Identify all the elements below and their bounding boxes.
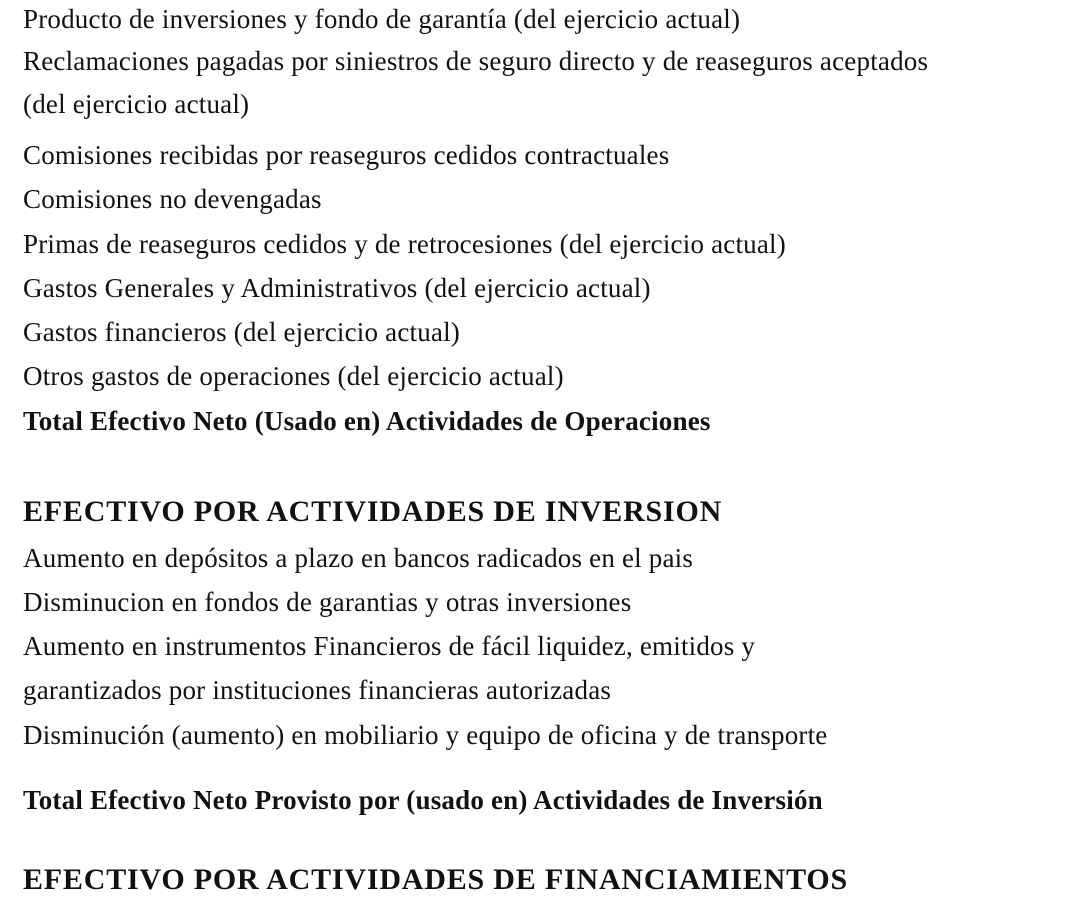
investment-item-furniture-equipment: Disminución (aumento) en mobiliario y equipo de oficina y de transporte [23, 720, 828, 750]
operations-item-claims-paid: Reclamaciones pagadas por siniestros de seguro directo y de reaseguros aceptados [23, 46, 929, 76]
investment-item-financial-instruments-continued: garantizados por instituciones financieras autorizadas [23, 675, 612, 705]
investment-section-heading: EFECTIVO POR ACTIVIDADES DE INVERSION [23, 495, 723, 528]
operations-total: Total Efectivo Neto (Usado en) Actividades de Operaciones [23, 406, 711, 436]
operations-item-general-expenses: Gastos Generales y Administrativos (del ejercicio actual) [23, 273, 651, 303]
operations-item-investment-income: Producto de inversiones y fondo de garantía (del ejercicio actual) [23, 4, 741, 34]
investment-total: Total Efectivo Neto Provisto por (usado en) Actividades de Inversión [23, 785, 823, 815]
investment-item-term-deposits: Aumento en depósitos a plazo en bancos radicados en el pais [23, 543, 694, 573]
investment-item-financial-instruments: Aumento en instrumentos Financieros de fácil liquidez, emitidos y [23, 631, 756, 661]
operations-item-claims-paid-continued: (del ejercicio actual) [23, 89, 250, 119]
operations-item-other-expenses: Otros gastos de operaciones (del ejercicio actual) [23, 361, 564, 391]
investment-item-guarantee-funds: Disminucion en fondos de garantias y otras inversiones [23, 587, 632, 617]
operations-item-reinsurance-premiums: Primas de reaseguros cedidos y de retrocesiones (del ejercicio actual) [23, 229, 786, 259]
operations-item-unearned-commissions: Comisiones no devengadas [23, 184, 322, 214]
financing-section-heading: EFECTIVO POR ACTIVIDADES DE FINANCIAMIENTOS [23, 863, 849, 896]
operations-item-financial-expenses: Gastos financieros (del ejercicio actual) [23, 317, 460, 347]
operations-item-commissions-received: Comisiones recibidas por reaseguros cedidos contractuales [23, 140, 670, 170]
